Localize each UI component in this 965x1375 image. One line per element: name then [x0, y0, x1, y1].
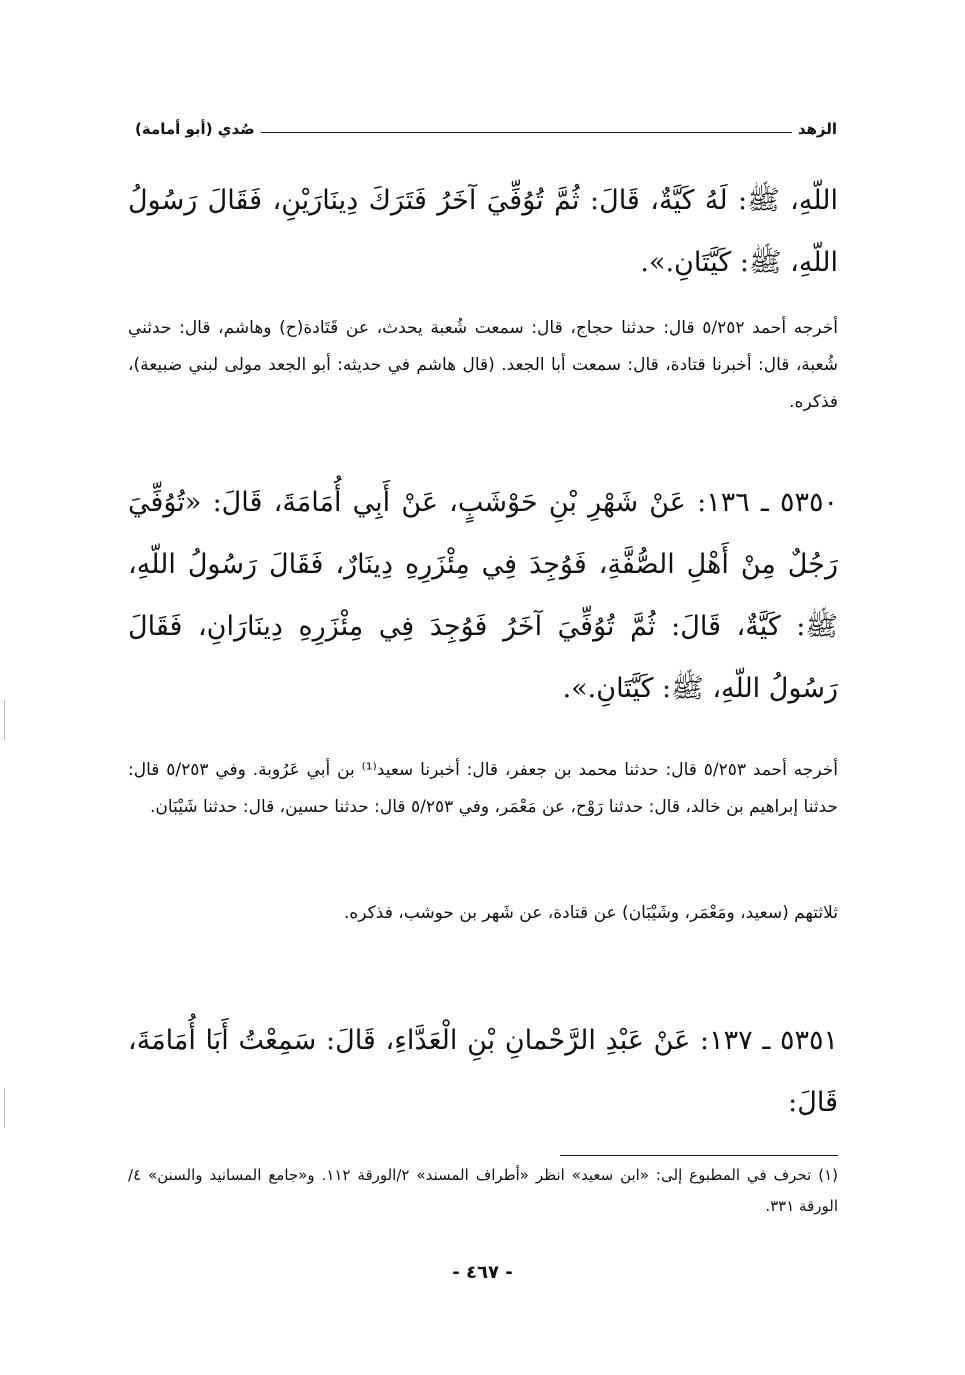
takhrij-note: أخرجه أحمد ٥/٢٥٢ قال: حدثنا حجاج، قال: سمعت شُعبة يحدث، عن قَتَادة(ح) وهاشم، قال: حدثني شُعبة، قال: أخبرنا قتادة، قال: سمعت أبا الجعد. (قال هاشم في حديثه: أبو الجعد مولى لبني ضبيعة)، فذكره.: [128, 318, 838, 412]
scan-edge-mark: [4, 700, 5, 740]
header-book-section: الزهد: [797, 120, 837, 138]
footnote: (١) تحرف في المطبوع إلى: «ابن سعيد» انظر «أطراف المسند» ٢/الورقة ١١٢. و«جامع المسانيد والسنن» ٤/الورقة ٣٣١.: [128, 1166, 839, 1215]
takhrij-note: ثلاثتهم (سعيد، ومَعْمَر، وشَيْبَان) عن قتادة، عن شَهر بن حوشب، فذكره.: [343, 903, 838, 923]
hadith-text: اللّهِ، ﷺ: لَهُ كَيَّةٌ، قَالَ: ثُمَّ تُوُفِّيَ آخَرُ فَتَرَكَ دِينَارَيْنِ، فَقَالَ رَسُولُ اللّهِ، ﷺ: كَيَّتَانِ.».: [128, 185, 838, 278]
scan-edge-mark: [4, 1088, 5, 1128]
hadith-5350: ٥٣٥٠ ـ ١٣٦: عَنْ شَهْرِ بْنِ حَوْشَبٍ، عَنْ أَبِي أُمَامَةَ، قَالَ: «تُوُفِّيَ رَجُلٌ مِنْ أَهْلِ الصُّفَّةِ، فَوُجِدَ فِي مِئْزَرِهِ دِينَارٌ، فَقَالَ رَسُولُ اللّهِ، ﷺ: كَيَّةٌ، قَالَ: ثُمَّ تُوُفِّيَ آخَرُ فَوُجِدَ فِي مِئْزَرِهِ دِينَارَانِ، فَقَالَ رَسُولُ اللّهِ، ﷺ: كَيَّتَانِ.».: [128, 487, 838, 704]
running-header: [135, 112, 837, 138]
takhrij-note: أخرجه أحمد ٥/٢٥٣ قال: حدثنا محمد بن جعفر، قال: أخبرنا سعيد⁽¹⁾ بن أبي عَرُوبة. وفي ٥/٢٥٣ قال: حدثنا إبراهيم بن خالد، قال: حدثنا رَوْح، عن مَعْمَر، وفي ٥/٢٥٣ قال: حدثنا حسين، قال: حدثنا شَيْبَان.: [128, 760, 838, 817]
page-number: - ٤٦٧ -: [452, 1262, 513, 1283]
header-narrator: صُدي (أبو أمامة): [135, 120, 255, 138]
footnote-rule: [560, 1155, 838, 1156]
hadith-5351: ٥٣٥١ ـ ١٣٧: عَنْ عَبْدِ الرَّحْمانِ بْنِ الْعَدَّاءِ، قَالَ: سَمِعْتُ أَبَا أُمَامَةَ، قَالَ:: [128, 1025, 838, 1118]
header-rule: [261, 132, 792, 133]
